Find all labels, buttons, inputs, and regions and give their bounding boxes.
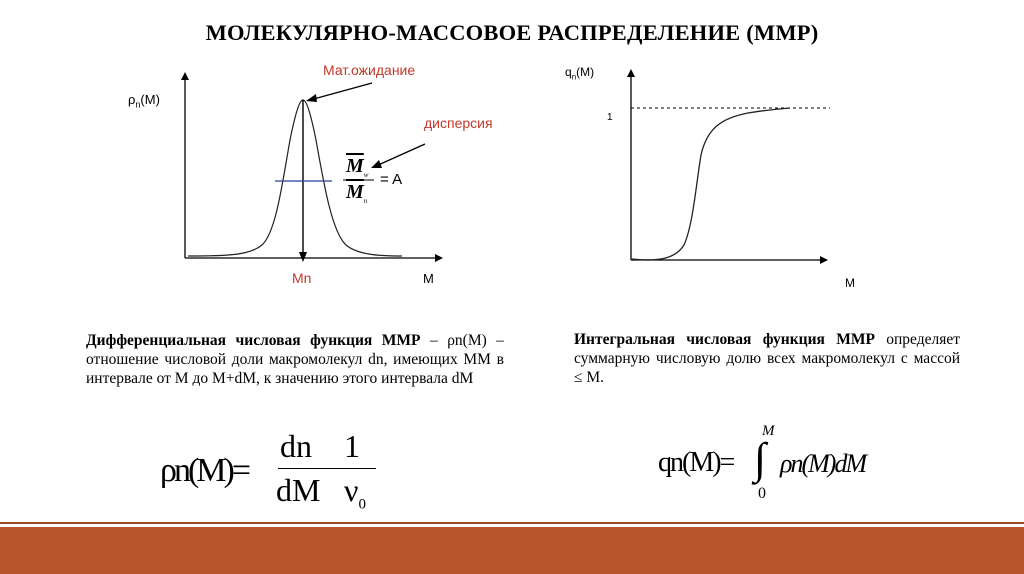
integral-formula-lhs: qn(M)= — [658, 447, 734, 478]
integral-function-description: Интегральная числовая функция ММР определяет суммарную числовую долю всех макромолекул с массой ≤ M. — [574, 331, 960, 386]
ratio-denominator: $\overline{M}_n$ — [346, 181, 368, 205]
cumulative-curve — [632, 108, 790, 260]
right-y-axis-label: $q_n(M)$ — [565, 65, 595, 82]
integral-formula — [658, 425, 888, 520]
integral-upper-limit: M — [762, 423, 775, 439]
dispersion-arrow — [376, 144, 425, 166]
right-y-axis-arrow — [627, 69, 635, 77]
footer-bar — [0, 527, 1024, 574]
expectation-label: Мат.ожидание — [323, 62, 416, 78]
ratio-result: = A — [380, 171, 403, 188]
mean-line-arrow — [299, 252, 307, 262]
right-x-axis-arrow — [820, 256, 828, 264]
ratio-numerator: $\overline{M}_w$ — [346, 155, 369, 179]
integral-integrand: ρn(M)dM — [780, 449, 866, 478]
expectation-arrowhead — [306, 94, 317, 102]
peak-label: Mn — [292, 270, 312, 286]
dispersion-label: дисперсия — [424, 115, 493, 131]
dispersion-arrowhead — [371, 160, 382, 168]
distribution-curve — [188, 100, 402, 256]
expectation-arrow — [310, 83, 372, 100]
integral-lower-limit: 0 — [758, 485, 766, 502]
right-x-axis-label: M — [845, 276, 855, 290]
differential-function-description: Дифференциальная числовая функция ММР – ρn(M) – отношение числовой доли макромолекул dn, имеющих ММ в интервале от M до M+dM, к значению этого интервала dM — [86, 332, 505, 387]
footer-divider — [0, 522, 1024, 524]
differential-formula-den1: dM — [276, 472, 321, 508]
differential-formula-bar — [278, 468, 376, 469]
left-y-axis-arrow — [181, 72, 189, 80]
differential-formula-lhs: ρn(M)= — [160, 452, 249, 489]
differential-formula-den2: $\nu_0$ — [344, 472, 366, 513]
differential-formula — [160, 428, 400, 518]
differential-formula-num1: dn — [280, 428, 312, 464]
left-x-axis-label: M — [423, 271, 434, 286]
differential-formula-num2: 1 — [344, 428, 360, 464]
left-y-axis-label: $\rho_n(M)$ — [128, 92, 160, 110]
left-x-axis-arrow — [435, 254, 443, 262]
right-y-tick-1: 1 — [607, 112, 613, 123]
integral-sign: ∫ — [754, 434, 767, 483]
slide-title: МОЛЕКУЛЯРНО-МАССОВОЕ РАСПРЕДЕЛЕНИЕ (ММР) — [205, 20, 819, 45]
